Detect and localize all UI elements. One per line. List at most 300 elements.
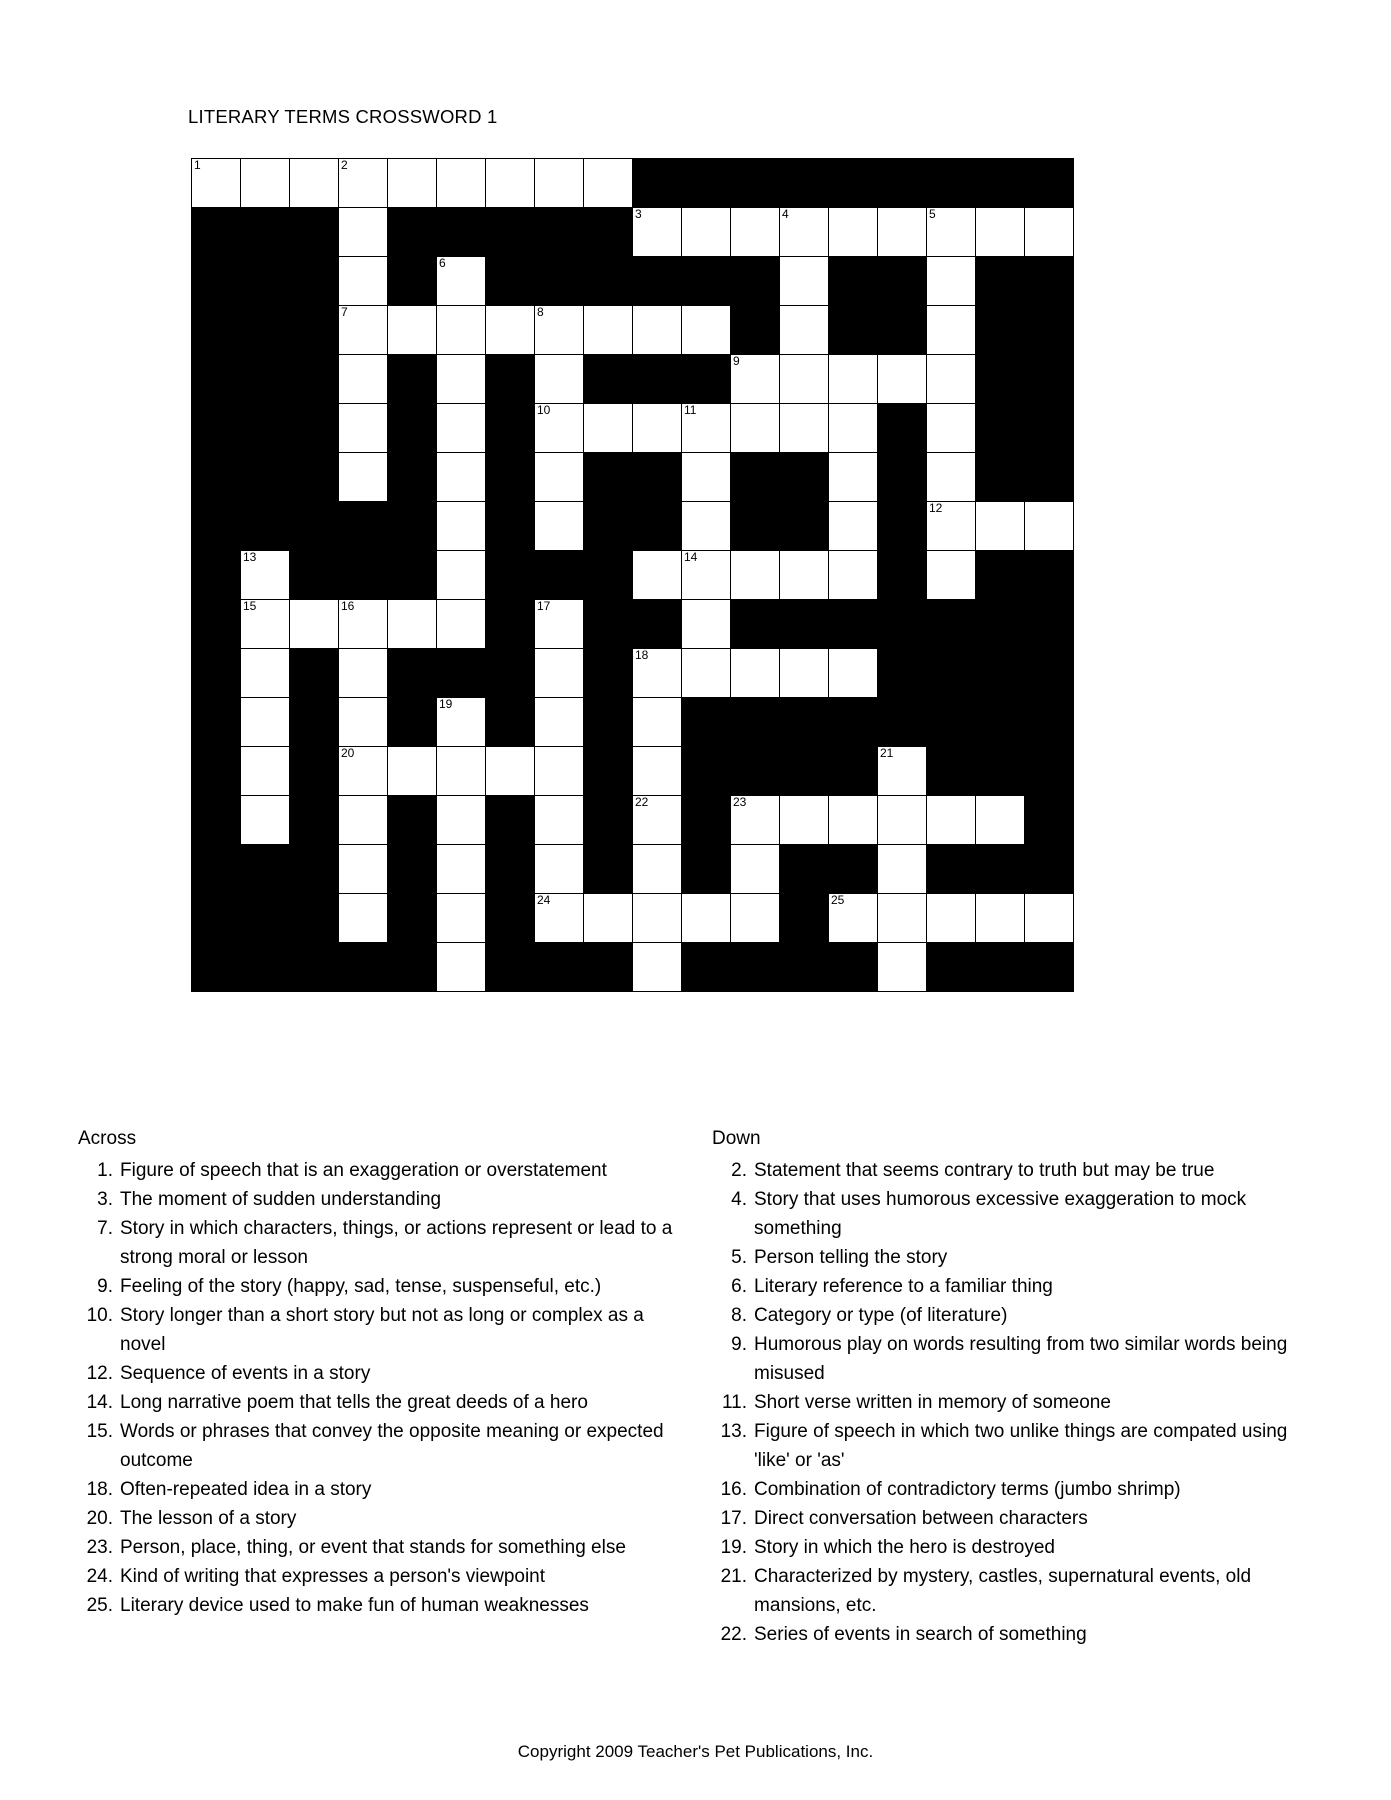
grid-cell-block <box>878 159 927 208</box>
grid-cell-block <box>486 404 535 453</box>
clue-item <box>712 1562 1328 1620</box>
clue-item <box>78 1591 694 1620</box>
grid-cell-block <box>633 257 682 306</box>
grid-cell-block <box>829 845 878 894</box>
grid-cell-empty[interactable] <box>437 306 486 355</box>
grid-row <box>192 502 1074 551</box>
clue-number: 8. <box>731 1305 747 1326</box>
grid-cell-block <box>486 649 535 698</box>
grid-cell-empty[interactable] <box>780 306 829 355</box>
grid-cell-block <box>388 208 437 257</box>
grid-cell-empty[interactable] <box>535 404 584 453</box>
grid-row <box>192 355 1074 404</box>
grid-cell-empty[interactable] <box>584 159 633 208</box>
grid-cell-block <box>976 257 1025 306</box>
grid-cell-block <box>927 649 976 698</box>
grid-cell-block <box>192 845 241 894</box>
grid-row <box>192 159 1074 208</box>
grid-cell-empty[interactable] <box>682 649 731 698</box>
grid-cell-empty[interactable] <box>339 600 388 649</box>
grid-cell-number: 7 <box>341 305 348 319</box>
grid-cell-empty[interactable] <box>241 600 290 649</box>
clue-item <box>712 1388 1328 1417</box>
grid-cell-empty[interactable] <box>1025 208 1074 257</box>
copyright-footer: Copyright 2009 Teacher's Pet Publications, Inc. <box>517 1742 874 1761</box>
grid-cell-empty[interactable] <box>535 698 584 747</box>
grid-cell-empty[interactable] <box>1025 502 1074 551</box>
clue-text: Combination of contradictory terms (jumbo shrimp) <box>754 1479 1181 1500</box>
grid-cell-empty[interactable] <box>633 845 682 894</box>
clue-text: Category or type (of literature) <box>754 1305 1008 1326</box>
grid-cell-block <box>290 747 339 796</box>
grid-cell-empty[interactable] <box>486 306 535 355</box>
grid-cell-block <box>290 551 339 600</box>
grid-cell-empty[interactable] <box>731 796 780 845</box>
grid-cell-empty[interactable] <box>339 649 388 698</box>
grid-cell-block <box>878 453 927 502</box>
grid-cell-empty[interactable] <box>633 943 682 992</box>
grid-cell-block <box>290 355 339 404</box>
grid-cell-empty[interactable] <box>241 698 290 747</box>
grid-cell-empty[interactable] <box>780 404 829 453</box>
clue-text: Series of events in search of something <box>754 1624 1087 1645</box>
grid-cell-empty[interactable] <box>927 404 976 453</box>
grid-cell-empty[interactable] <box>339 257 388 306</box>
grid-cell-empty[interactable] <box>535 502 584 551</box>
clue-text: Characterized by mystery, castles, supernatural events, old mansions, etc. <box>754 1566 1252 1616</box>
grid-cell-empty[interactable] <box>437 894 486 943</box>
clue-number: 11. <box>721 1392 747 1413</box>
grid-row <box>192 551 1074 600</box>
grid-cell-empty[interactable] <box>192 159 241 208</box>
grid-cell-block <box>486 943 535 992</box>
grid-cell-block <box>878 404 927 453</box>
clue-number: 17. <box>720 1508 747 1529</box>
grid-cell-number: 5 <box>929 207 936 221</box>
grid-cell-empty[interactable] <box>1025 894 1074 943</box>
grid-cell-empty[interactable] <box>633 747 682 796</box>
grid-cell-empty[interactable] <box>976 502 1025 551</box>
grid-cell-block <box>976 845 1025 894</box>
grid-cell-empty[interactable] <box>731 845 780 894</box>
grid-cell-block <box>976 453 1025 502</box>
grid-cell-block <box>192 306 241 355</box>
clue-item <box>712 1533 1328 1562</box>
grid-cell-empty[interactable] <box>682 208 731 257</box>
grid-cell-empty[interactable] <box>927 551 976 600</box>
grid-cell-empty[interactable] <box>437 257 486 306</box>
grid-row <box>192 796 1074 845</box>
grid-cell-empty[interactable] <box>927 796 976 845</box>
grid-cell-number: 4 <box>782 207 789 221</box>
grid-cell-block <box>878 600 927 649</box>
grid-cell-block <box>290 845 339 894</box>
grid-cell-empty[interactable] <box>633 404 682 453</box>
grid-cell-empty[interactable] <box>633 551 682 600</box>
grid-cell-block <box>1025 698 1074 747</box>
clue-number: 3. <box>97 1189 113 1210</box>
page-title: LITERARY TERMS CROSSWORD 1 <box>188 106 498 127</box>
grid-cell-block <box>829 600 878 649</box>
grid-cell-empty[interactable] <box>682 551 731 600</box>
grid-cell-empty[interactable] <box>584 404 633 453</box>
grid-cell-block <box>878 502 927 551</box>
clue-number: 23. <box>86 1537 113 1558</box>
grid-cell-block <box>731 453 780 502</box>
grid-cell-empty[interactable] <box>878 747 927 796</box>
grid-cell-empty[interactable] <box>829 453 878 502</box>
grid-cell-empty[interactable] <box>731 404 780 453</box>
grid-cell-block <box>241 306 290 355</box>
grid-cell-empty[interactable] <box>829 502 878 551</box>
grid-cell-block <box>878 551 927 600</box>
grid-cell-empty[interactable] <box>731 551 780 600</box>
grid-cell-empty[interactable] <box>780 257 829 306</box>
clue-text: Statement that seems contrary to truth but may be true <box>754 1160 1215 1181</box>
clue-item <box>712 1475 1328 1504</box>
grid-cell-empty[interactable] <box>878 796 927 845</box>
grid-cell-empty[interactable] <box>780 796 829 845</box>
grid-cell-block <box>731 698 780 747</box>
grid-cell-empty[interactable] <box>437 404 486 453</box>
clue-item <box>78 1301 694 1359</box>
clue-number: 14. <box>86 1392 113 1413</box>
grid-cell-empty[interactable] <box>339 796 388 845</box>
grid-cell-block <box>192 208 241 257</box>
grid-row <box>192 698 1074 747</box>
grid-cell-empty[interactable] <box>241 747 290 796</box>
grid-row <box>192 453 1074 502</box>
grid-cell-block <box>192 698 241 747</box>
grid-cell-empty[interactable] <box>633 894 682 943</box>
grid-cell-empty[interactable] <box>339 208 388 257</box>
grid-cell-empty[interactable] <box>780 649 829 698</box>
grid-cell-block <box>290 208 339 257</box>
grid-cell-empty[interactable] <box>535 159 584 208</box>
grid-cell-block <box>192 943 241 992</box>
grid-cell-empty[interactable] <box>290 159 339 208</box>
grid-cell-empty[interactable] <box>829 894 878 943</box>
grid-cell-block <box>388 796 437 845</box>
grid-cell-empty[interactable] <box>437 698 486 747</box>
grid-cell-block <box>486 208 535 257</box>
grid-cell-empty[interactable] <box>437 159 486 208</box>
grid-cell-block <box>780 453 829 502</box>
grid-cell-block <box>780 698 829 747</box>
clue-text: Short verse written in memory of someone <box>754 1392 1111 1413</box>
grid-cell-empty[interactable] <box>829 208 878 257</box>
grid-cell-empty[interactable] <box>388 306 437 355</box>
grid-cell-empty[interactable] <box>535 894 584 943</box>
grid-cell-empty[interactable] <box>731 208 780 257</box>
grid-cell-empty[interactable] <box>241 796 290 845</box>
crossword-grid <box>191 158 1074 992</box>
grid-cell-block <box>780 894 829 943</box>
grid-cell-block <box>339 551 388 600</box>
clue-item <box>712 1156 1328 1185</box>
grid-cell-empty[interactable] <box>829 551 878 600</box>
clue-number: 2. <box>731 1160 747 1181</box>
grid-cell-empty[interactable] <box>829 796 878 845</box>
grid-cell-block <box>976 404 1025 453</box>
grid-cell-empty[interactable] <box>437 796 486 845</box>
grid-cell-block <box>486 257 535 306</box>
clue-item <box>78 1417 694 1475</box>
grid-cell-block <box>486 502 535 551</box>
grid-cell-empty[interactable] <box>976 208 1025 257</box>
grid-cell-block <box>633 355 682 404</box>
grid-cell-empty[interactable] <box>290 600 339 649</box>
grid-row <box>192 257 1074 306</box>
grid-cell-block <box>633 159 682 208</box>
grid-row <box>192 404 1074 453</box>
grid-cell-block <box>486 551 535 600</box>
grid-cell-block <box>535 551 584 600</box>
grid-cell-number: 9 <box>733 354 740 368</box>
grid-cell-block <box>829 943 878 992</box>
grid-cell-block <box>584 649 633 698</box>
grid-cell-empty[interactable] <box>339 355 388 404</box>
grid-cell-block <box>731 600 780 649</box>
grid-cell-number: 19 <box>439 697 453 711</box>
grid-cell-block <box>584 257 633 306</box>
grid-cell-empty[interactable] <box>633 208 682 257</box>
grid-cell-empty[interactable] <box>682 600 731 649</box>
grid-cell-block <box>878 306 927 355</box>
grid-cell-empty[interactable] <box>878 208 927 257</box>
grid-cell-block <box>927 159 976 208</box>
grid-cell-empty[interactable] <box>486 159 535 208</box>
grid-cell-number: 6 <box>439 256 446 270</box>
grid-cell-block <box>682 747 731 796</box>
grid-row <box>192 943 1074 992</box>
grid-cell-empty[interactable] <box>535 453 584 502</box>
grid-cell-block <box>584 845 633 894</box>
grid-cell-block <box>682 845 731 894</box>
grid-cell-empty[interactable] <box>388 600 437 649</box>
grid-cell-empty[interactable] <box>829 355 878 404</box>
grid-cell-empty[interactable] <box>682 306 731 355</box>
grid-cell-empty[interactable] <box>437 747 486 796</box>
grid-cell-empty[interactable] <box>731 894 780 943</box>
grid-cell-empty[interactable] <box>535 355 584 404</box>
clue-number: 6. <box>731 1276 747 1297</box>
grid-cell-block <box>388 894 437 943</box>
grid-cell-empty[interactable] <box>437 453 486 502</box>
grid-cell-block <box>584 502 633 551</box>
grid-cell-empty[interactable] <box>339 306 388 355</box>
grid-cell-block <box>584 453 633 502</box>
grid-cell-number: 13 <box>243 550 257 564</box>
grid-cell-block <box>927 698 976 747</box>
grid-cell-block <box>290 257 339 306</box>
grid-cell-empty[interactable] <box>878 894 927 943</box>
grid-row <box>192 306 1074 355</box>
grid-cell-empty[interactable] <box>927 208 976 257</box>
grid-cell-block <box>780 502 829 551</box>
grid-cell-block <box>241 894 290 943</box>
grid-cell-number: 18 <box>635 648 649 662</box>
grid-cell-block <box>1025 600 1074 649</box>
grid-cell-empty[interactable] <box>633 698 682 747</box>
grid-cell-block <box>290 943 339 992</box>
grid-cell-block <box>633 600 682 649</box>
grid-cell-block <box>290 404 339 453</box>
grid-cell-empty[interactable] <box>437 355 486 404</box>
grid-cell-block <box>192 649 241 698</box>
grid-cell-block <box>290 796 339 845</box>
grid-cell-empty[interactable] <box>780 208 829 257</box>
grid-cell-block <box>1025 796 1074 845</box>
grid-cell-block <box>290 894 339 943</box>
grid-cell-empty[interactable] <box>339 404 388 453</box>
grid-cell-empty[interactable] <box>878 943 927 992</box>
grid-cell-block <box>290 306 339 355</box>
grid-cell-empty[interactable] <box>535 845 584 894</box>
grid-cell-empty[interactable] <box>535 306 584 355</box>
grid-cell-block <box>584 208 633 257</box>
grid-cell-block <box>584 551 633 600</box>
clue-number: 9. <box>731 1334 747 1355</box>
clue-item <box>78 1214 694 1272</box>
grid-cell-block <box>388 943 437 992</box>
grid-cell-empty[interactable] <box>927 894 976 943</box>
grid-cell-block <box>1025 453 1074 502</box>
grid-cell-empty[interactable] <box>780 355 829 404</box>
clue-item <box>78 1156 694 1185</box>
grid-cell-block <box>878 257 927 306</box>
grid-cell-block <box>1025 551 1074 600</box>
grid-cell-empty[interactable] <box>633 649 682 698</box>
grid-cell-empty[interactable] <box>535 747 584 796</box>
grid-cell-empty[interactable] <box>780 551 829 600</box>
grid-row <box>192 894 1074 943</box>
grid-cell-empty[interactable] <box>437 502 486 551</box>
clue-item <box>712 1185 1328 1243</box>
grid-cell-empty[interactable] <box>682 894 731 943</box>
clue-text: Humorous play on words resulting from two similar words being misused <box>754 1334 1288 1384</box>
grid-cell-empty[interactable] <box>927 502 976 551</box>
clue-text: Kind of writing that expresses a person's viewpoint <box>120 1566 546 1587</box>
grid-cell-empty[interactable] <box>829 649 878 698</box>
grid-cell-block <box>388 453 437 502</box>
grid-cell-empty[interactable] <box>927 306 976 355</box>
clue-text: Figure of speech that is an exaggeration or overstatement <box>120 1160 607 1181</box>
grid-cell-block <box>927 600 976 649</box>
grid-cell-empty[interactable] <box>486 747 535 796</box>
grid-cell-block <box>976 306 1025 355</box>
grid-cell-block <box>829 747 878 796</box>
clue-text: Person, place, thing, or event that stands for something else <box>120 1537 626 1558</box>
grid-row <box>192 845 1074 894</box>
grid-cell-empty[interactable] <box>682 502 731 551</box>
grid-cell-empty[interactable] <box>927 355 976 404</box>
grid-cell-block <box>927 747 976 796</box>
grid-cell-block <box>1025 257 1074 306</box>
grid-cell-empty[interactable] <box>927 453 976 502</box>
grid-cell-block <box>290 649 339 698</box>
grid-cell-block <box>1025 649 1074 698</box>
grid-cell-block <box>486 355 535 404</box>
clue-text: Figure of speech in which two unlike things are compated using 'like' or 'as' <box>754 1421 1288 1471</box>
grid-cell-block <box>584 355 633 404</box>
grid-cell-number: 15 <box>243 599 257 613</box>
grid-cell-empty[interactable] <box>339 747 388 796</box>
grid-cell-block <box>829 257 878 306</box>
grid-cell-block <box>780 845 829 894</box>
grid-cell-empty[interactable] <box>731 649 780 698</box>
grid-cell-block <box>241 502 290 551</box>
grid-cell-empty[interactable] <box>241 551 290 600</box>
grid-cell-empty[interactable] <box>339 894 388 943</box>
grid-cell-number: 1 <box>194 158 201 172</box>
grid-cell-empty[interactable] <box>535 649 584 698</box>
clue-number: 25. <box>86 1595 113 1616</box>
grid-cell-empty[interactable] <box>437 551 486 600</box>
grid-cell-block <box>1025 943 1074 992</box>
grid-cell-empty[interactable] <box>878 845 927 894</box>
clue-text: Story in which the hero is destroyed <box>754 1537 1055 1558</box>
grid-cell-block <box>731 502 780 551</box>
clue-text: Sequence of events in a story <box>120 1363 371 1384</box>
grid-cell-block <box>535 257 584 306</box>
grid-cell-block <box>976 159 1025 208</box>
grid-row <box>192 600 1074 649</box>
grid-cell-empty[interactable] <box>241 159 290 208</box>
grid-cell-empty[interactable] <box>633 796 682 845</box>
clue-text: Feeling of the story (happy, sad, tense, suspenseful, etc.) <box>120 1276 602 1297</box>
grid-cell-empty[interactable] <box>388 159 437 208</box>
grid-cell-empty[interactable] <box>584 894 633 943</box>
grid-cell-block <box>437 208 486 257</box>
grid-cell-empty[interactable] <box>829 404 878 453</box>
grid-cell-block <box>780 600 829 649</box>
grid-cell-empty[interactable] <box>437 600 486 649</box>
grid-cell-empty[interactable] <box>437 845 486 894</box>
grid-cell-empty[interactable] <box>976 894 1025 943</box>
clue-item <box>78 1562 694 1591</box>
grid-cell-block <box>388 551 437 600</box>
grid-cell-block <box>682 159 731 208</box>
grid-cell-empty[interactable] <box>584 306 633 355</box>
grid-cell-empty[interactable] <box>339 845 388 894</box>
clue-text: Literary device used to make fun of human weaknesses <box>120 1595 589 1616</box>
clue-number: 22. <box>720 1624 747 1645</box>
grid-cell-empty[interactable] <box>535 796 584 845</box>
grid-cell-empty[interactable] <box>731 355 780 404</box>
grid-cell-empty[interactable] <box>535 600 584 649</box>
grid-cell-empty[interactable] <box>339 698 388 747</box>
grid-cell-block <box>731 257 780 306</box>
grid-cell-empty[interactable] <box>339 159 388 208</box>
grid-cell-empty[interactable] <box>927 257 976 306</box>
grid-cell-empty[interactable] <box>682 453 731 502</box>
grid-cell-empty[interactable] <box>878 355 927 404</box>
grid-cell-block <box>535 208 584 257</box>
grid-cell-number: 25 <box>831 893 845 907</box>
grid-cell-empty[interactable] <box>976 796 1025 845</box>
grid-cell-empty[interactable] <box>241 649 290 698</box>
grid-cell-empty[interactable] <box>388 747 437 796</box>
clue-text: Words or phrases that convey the opposite meaning or expected outcome <box>120 1421 664 1471</box>
grid-cell-empty[interactable] <box>437 943 486 992</box>
grid-cell-empty[interactable] <box>633 306 682 355</box>
grid-cell-block <box>192 796 241 845</box>
grid-cell-empty[interactable] <box>682 404 731 453</box>
grid-cell-block <box>780 943 829 992</box>
clue-number: 1. <box>97 1160 113 1181</box>
grid-cell-empty[interactable] <box>339 453 388 502</box>
